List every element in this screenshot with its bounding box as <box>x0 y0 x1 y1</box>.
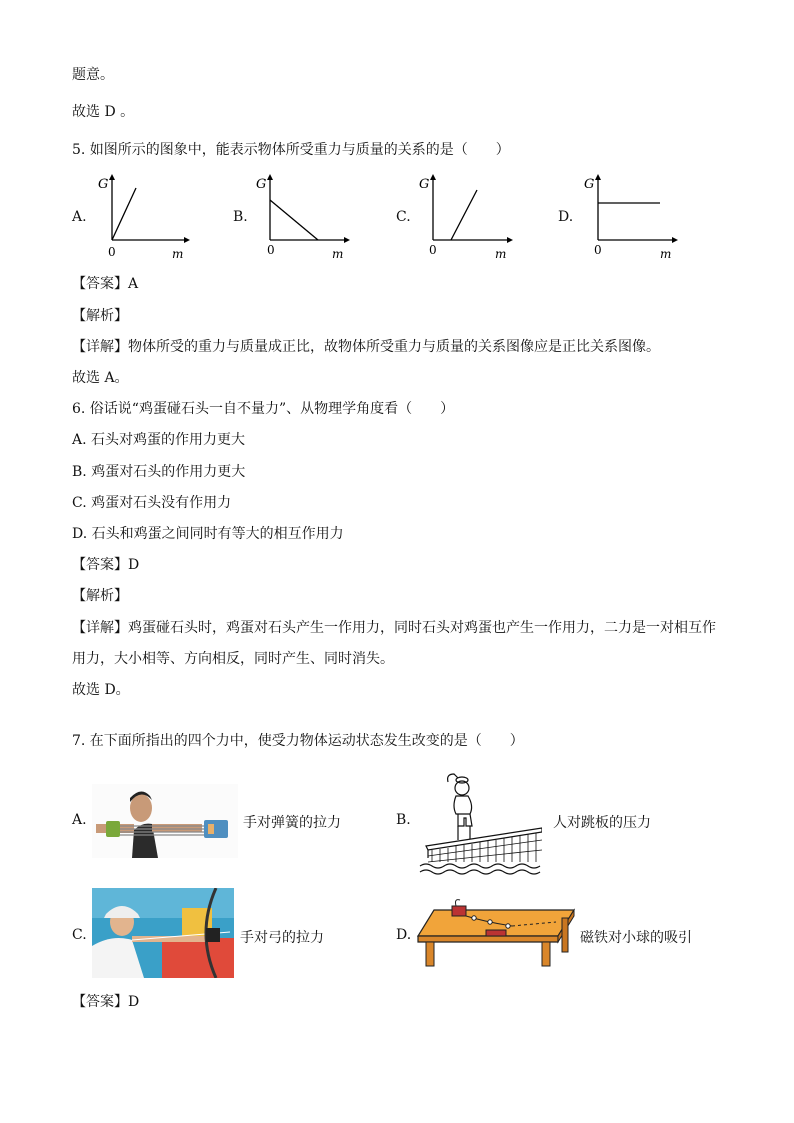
y-axis-label: G <box>98 177 109 192</box>
x-axis-label: m <box>495 247 507 261</box>
question-6: 6. 俗话说“鸡蛋碰石头一自不量力”、从物理学角度看（ ） <box>72 401 455 417</box>
q5-graph-d <box>580 172 680 266</box>
answer: 【答案】D <box>72 557 140 573</box>
q6-option-c: C. 鸡蛋对石头没有作用力 <box>72 495 232 511</box>
q7-option-a-label: A. <box>72 812 87 828</box>
answer: 【答案】D <box>72 994 140 1010</box>
y-axis-label: G <box>419 177 430 192</box>
origin-label: 0 <box>594 243 602 257</box>
archer-photo <box>92 888 234 978</box>
question-5: 5. 如图所示的图象中，能表示物体所受重力与质量的关系的是（ ） <box>72 142 510 158</box>
x-axis-label: m <box>332 247 344 261</box>
analysis-heading: 【解析】 <box>72 308 128 324</box>
q5-option-b-label: B. <box>233 209 248 225</box>
x-axis-label: m <box>172 247 184 261</box>
q5-graph-c <box>415 172 515 266</box>
origin-label: 0 <box>108 245 116 259</box>
choice: 故选 A。 <box>72 370 129 386</box>
detail: 【详解】鸡蛋碰石头时，鸡蛋对石头产生一作用力，同时石头对鸡蛋也产生一作用力，二力是一对相互作 <box>72 620 716 636</box>
q6-option-d: D. 石头和鸡蛋之间同时有等大的相互作用力 <box>72 526 344 542</box>
q7-option-c-caption: 手对弓的拉力 <box>240 930 324 946</box>
q5-option-d-label: D. <box>558 209 574 225</box>
x-axis-label: m <box>660 247 672 261</box>
spring-expander-photo <box>92 784 238 858</box>
origin-label: 0 <box>267 243 275 257</box>
origin-label: 0 <box>429 243 437 257</box>
text-line: 故选 D 。 <box>72 104 135 120</box>
magnet-ball-table-drawing <box>416 896 576 968</box>
q7-option-d-caption: 磁铁对小球的吸引 <box>580 930 692 946</box>
q6-option-b: B. 鸡蛋对石头的作用力更大 <box>72 464 246 480</box>
answer: 【答案】A <box>72 276 139 292</box>
y-axis-label: G <box>256 177 267 192</box>
q7-option-a-caption: 手对弹簧的拉力 <box>243 815 341 831</box>
q5-graph-b <box>252 172 352 266</box>
q5-option-c-label: C. <box>396 209 411 225</box>
q6-option-a: A. 石头对鸡蛋的作用力更大 <box>72 432 246 448</box>
detail: 用力，大小相等、方向相反，同时产生、同时消失。 <box>72 651 394 667</box>
text-line: 题意。 <box>72 67 114 83</box>
q7-option-d-label: D. <box>396 927 412 943</box>
analysis-heading: 【解析】 <box>72 588 128 604</box>
q5-graph-a <box>92 172 192 266</box>
q7-option-c-label: C. <box>72 927 87 943</box>
detail: 【详解】物体所受的重力与质量成正比，故物体所受重力与质量的关系图像应是正比关系图像。 <box>72 339 660 355</box>
choice: 故选 D。 <box>72 682 130 698</box>
y-axis-label: G <box>584 177 595 192</box>
diving-board-drawing <box>418 766 542 878</box>
q7-option-b-caption: 人对跳板的压力 <box>553 815 651 831</box>
q7-option-b-label: B. <box>396 812 411 828</box>
question-7: 7. 在下面所指出的四个力中，使受力物体运动状态发生改变的是（ ） <box>72 733 524 749</box>
q5-option-a-label: A. <box>72 209 87 225</box>
